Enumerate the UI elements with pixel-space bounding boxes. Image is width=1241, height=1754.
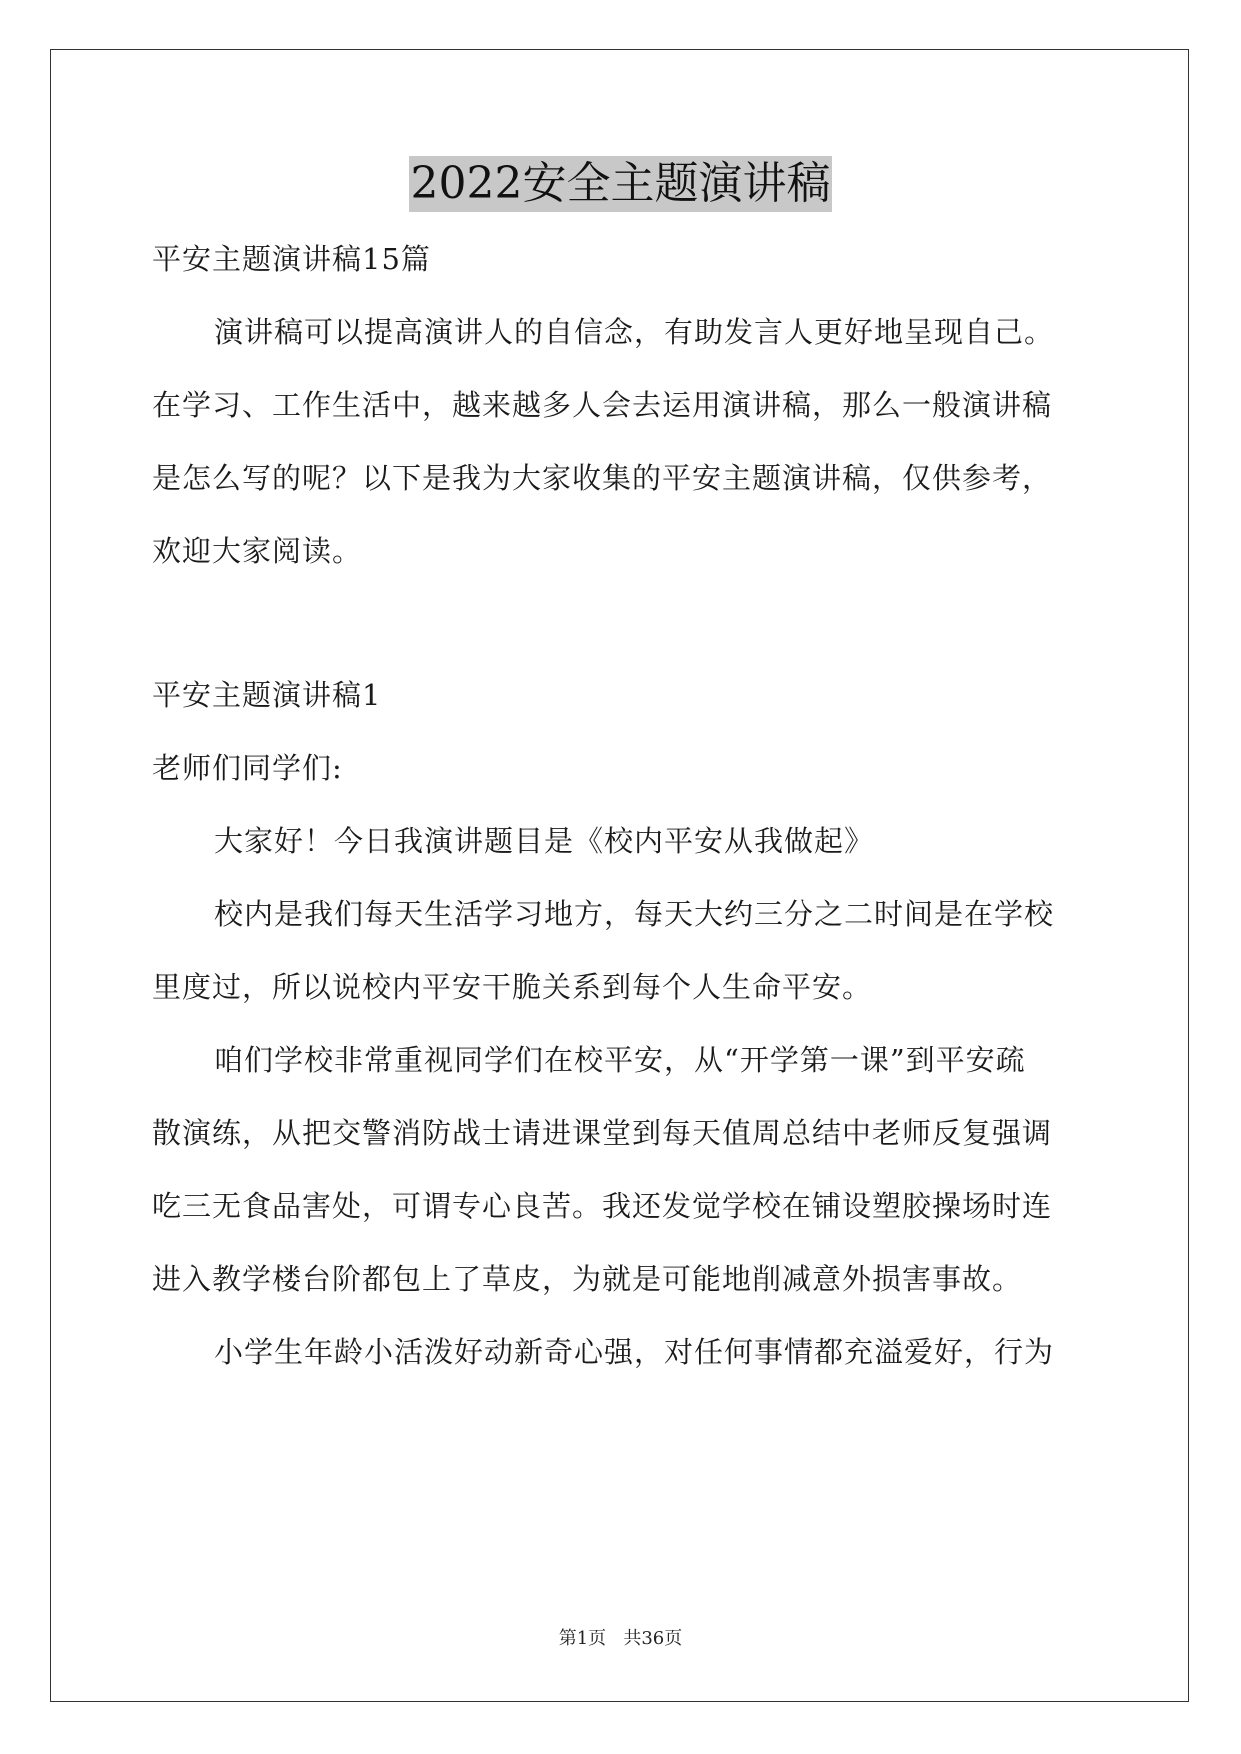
document-title: 2022安全主题演讲稿 xyxy=(409,156,833,212)
para2-line-2: 散演练，从把交警消防战士请进课堂到每天值周总结中老师反复强调 xyxy=(152,1116,1053,1150)
page-number: 第1页 共36页 xyxy=(558,1628,683,1649)
salutation: 老师们同学们: xyxy=(152,751,343,785)
para1-line-1: 校内是我们每天生活学习地方，每天大约三分之二时间是在学校 xyxy=(214,897,1055,931)
para1-line-2: 里度过，所以说校内平安干脆关系到每个人生命平安。 xyxy=(152,970,873,1004)
intro-line-4: 欢迎大家阅读。 xyxy=(152,534,363,568)
para2-line-1: 咱们学校非常重视同学们在校平安，从“开学第一课”到平安疏 xyxy=(214,1043,1026,1077)
intro-line-3: 是怎么写的呢？以下是我为大家收集的平安主题演讲稿，仅供参考， xyxy=(152,461,1053,495)
page-footer xyxy=(0,1627,1241,1651)
intro-line-1: 演讲稿可以提高演讲人的自信念，有助发言人更好地呈现自己。 xyxy=(214,315,1055,349)
page-border xyxy=(50,49,1189,1702)
para2-line-3: 吃三无食品害处，可谓专心良苦。我还发觉学校在铺设塑胶操场时连 xyxy=(152,1189,1053,1223)
intro-line-2: 在学习、工作生活中，越来越多人会去运用演讲稿，那么一般演讲稿 xyxy=(152,388,1053,422)
greeting: 大家好！今日我演讲题目是《校内平安从我做起》 xyxy=(214,824,875,858)
para2-line-4: 进入教学楼台阶都包上了草皮，为就是可能地削减意外损害事故。 xyxy=(152,1262,1023,1296)
para3-line-1: 小学生年龄小活泼好动新奇心强，对任何事情都充溢爱好，行为 xyxy=(214,1335,1055,1369)
subtitle: 平安主题演讲稿15篇 xyxy=(152,242,431,276)
title-container xyxy=(0,156,1241,212)
section-heading: 平安主题演讲稿1 xyxy=(152,678,382,712)
